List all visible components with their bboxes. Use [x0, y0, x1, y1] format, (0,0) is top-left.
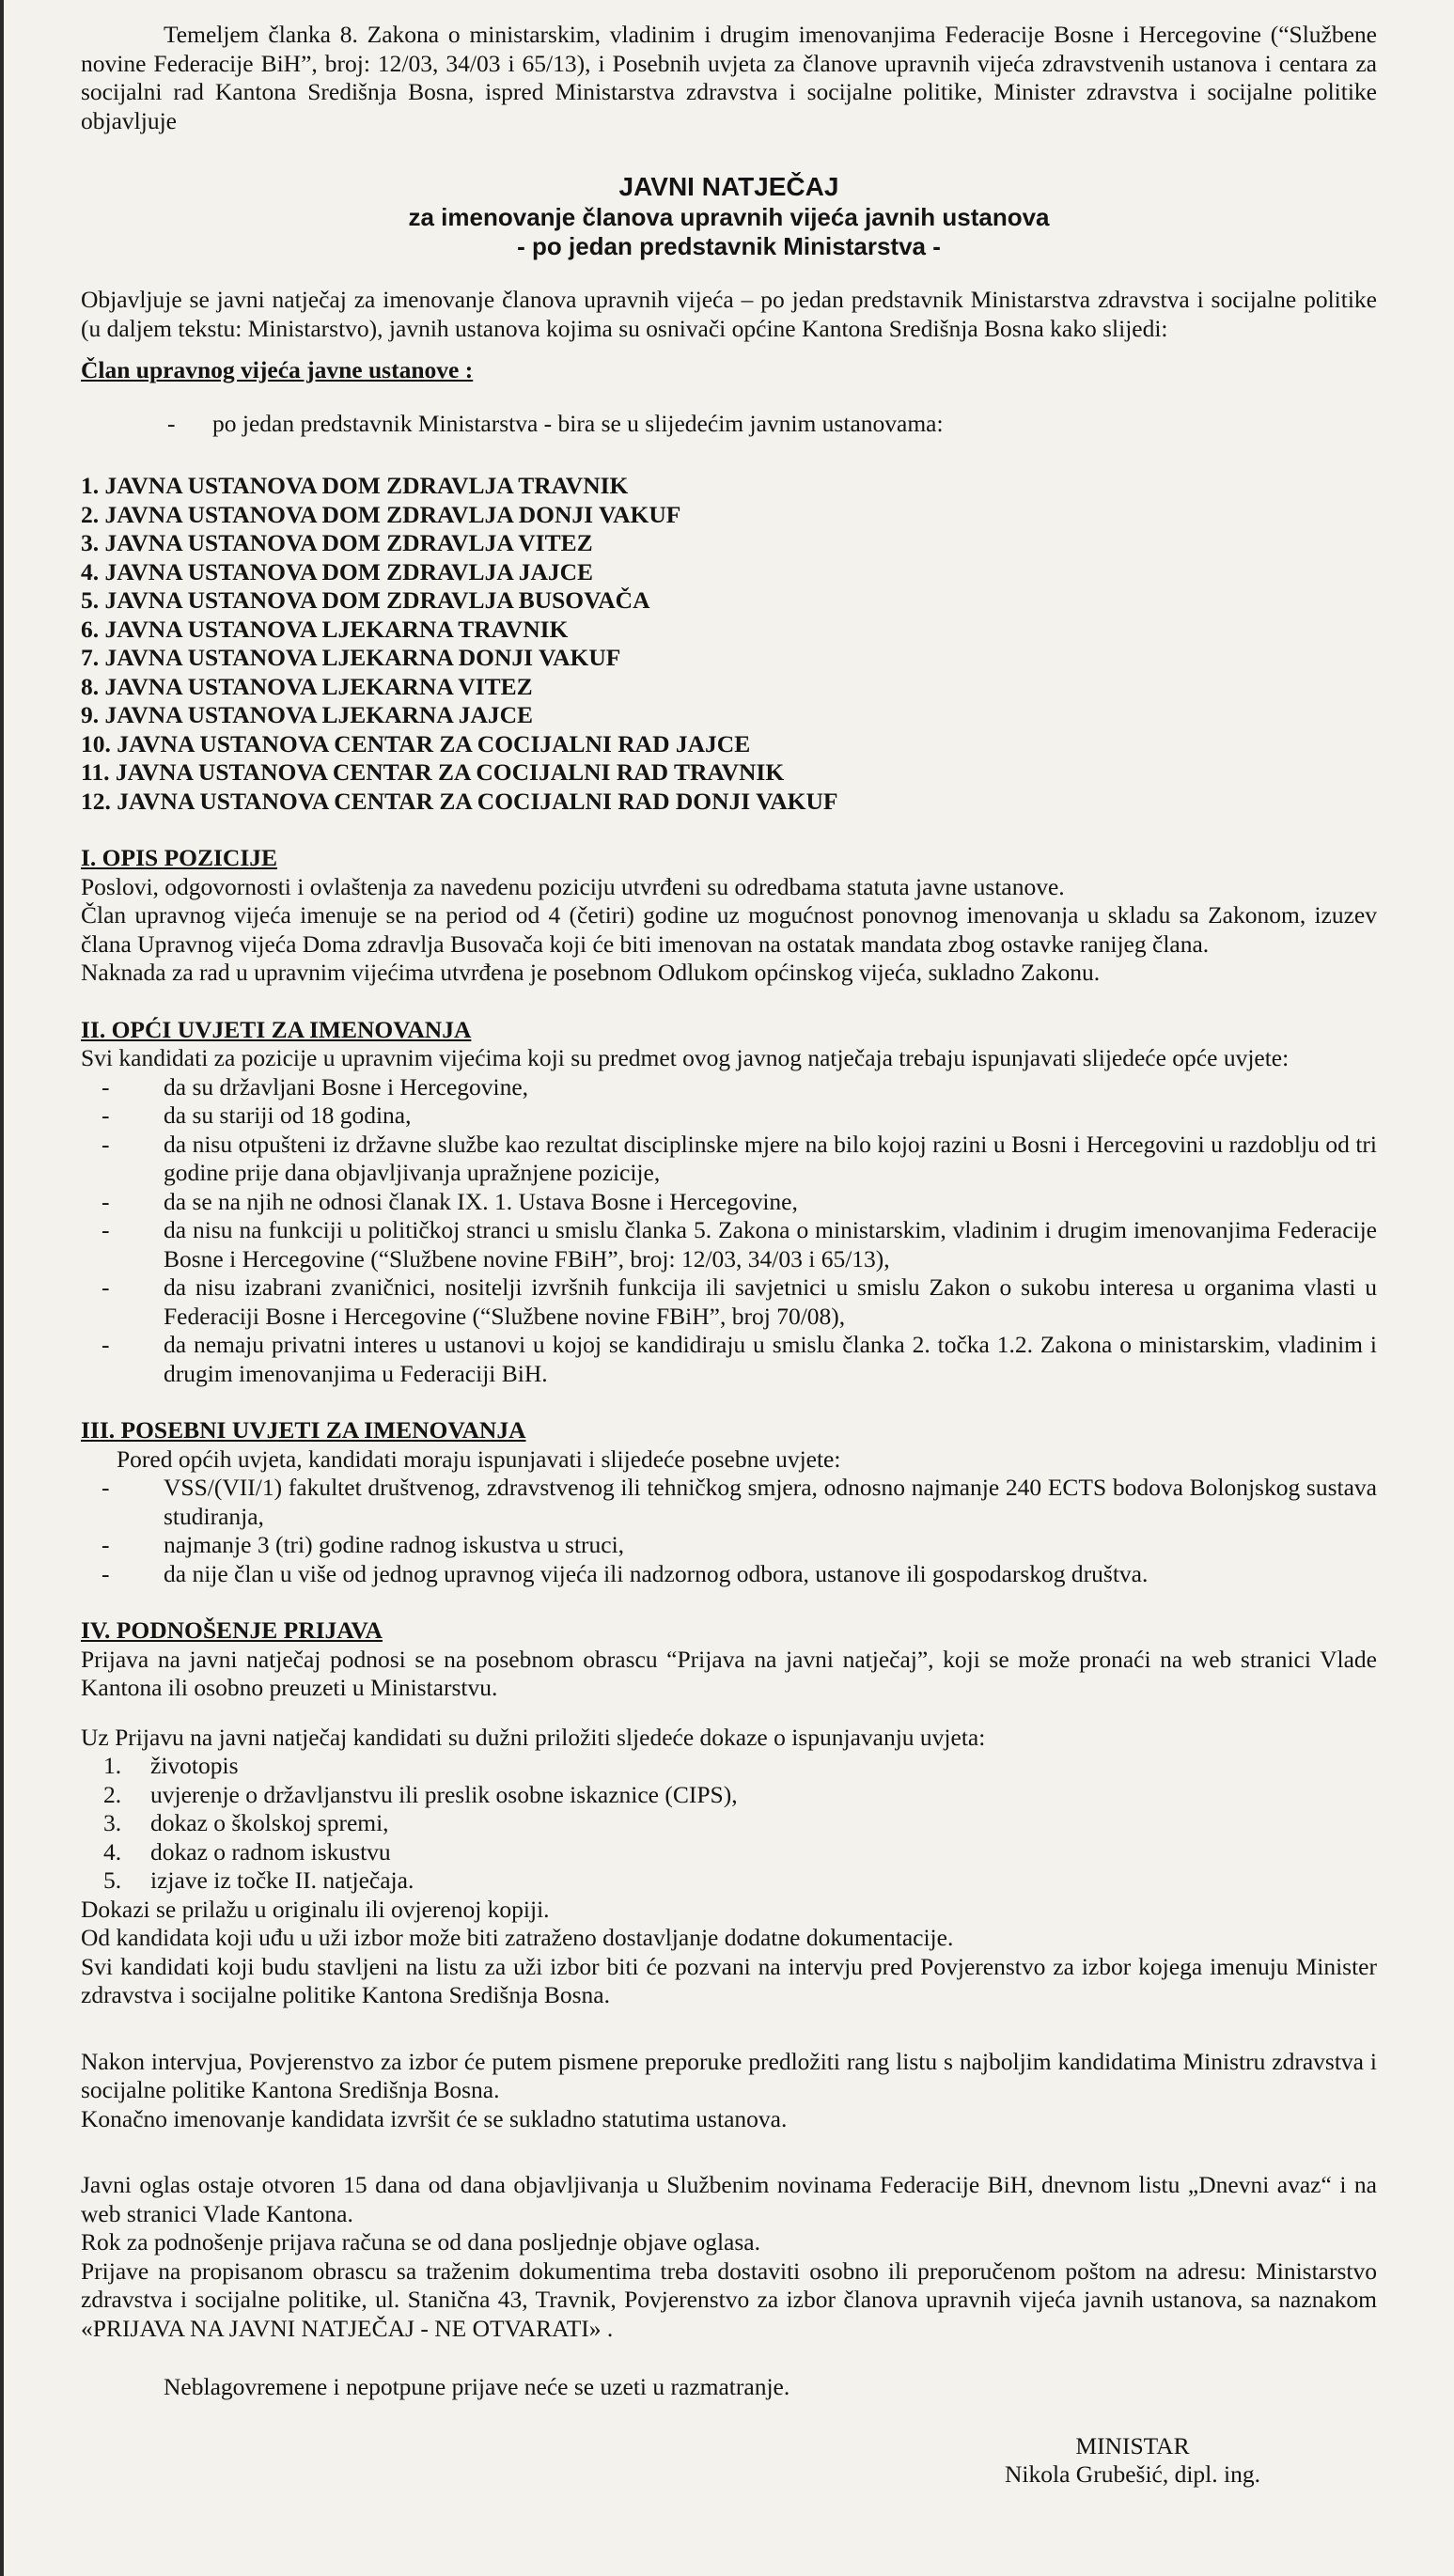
institution-list — [81, 472, 1377, 816]
member-heading: Član upravnog vijeća javne ustanove : — [81, 356, 474, 383]
notice-title: JAVNI NATJEČAJ — [618, 172, 839, 201]
list-item: 4. dokaz o radnom iskustvu — [103, 1837, 391, 1866]
section-1-heading: I. OPIS POZICIJE — [81, 844, 278, 871]
section-4-paragraph: Uz Prijavu na javni natječaj kandidati su dužni priložiti sljedeće dokaze o ispunjavanju uvjeta: — [81, 1723, 986, 1751]
member-line-text: po jedan predstavnik Ministarstva - bira se u slijedećim javnim ustanovama: — [212, 409, 944, 437]
institution-item: 1. JAVNA USTANOVA DOM ZDRAVLJA TRAVNIK — [81, 472, 629, 499]
section-4-paragraph: Svi kandidati koji budu stavljeni na listu za uži izbor biti će pozvani na intervju pred Povjerenstvo za izbor kojega imenuju Minister zdravstva i socijalne politike Kantona Središnja Bosna. — [81, 1952, 1377, 2008]
section-2-heading: II. OPĆI UVJETI ZA IMENOVANJA — [81, 1015, 472, 1043]
required-documents-list — [81, 1752, 1377, 1896]
section-2-intro: Svi kandidati za pozicije u upravnim vijećima koji su predmet ovog javnog natječaja trebaju ispunjavati slijedeće opće uvjete: — [81, 1044, 1290, 1071]
institution-item: 5. JAVNA USTANOVA DOM ZDRAVLJA BUSOVAČA — [81, 586, 650, 614]
notice-subtitle-2: - po jedan predstavnik Ministarstva - — [517, 232, 941, 260]
list-item: 3. dokaz o školskoj spremi, — [103, 1809, 389, 1836]
list-item: - da su stariji od 18 godina, — [102, 1101, 412, 1129]
section-4-paragraph: Javni oglas ostaje otvoren 15 dana od dana objavljivanja u Službenim novinama Federacije BiH, dnevnom listu „Dnevni avaz“ i na web stranici Vlade Kantona. — [81, 2171, 1377, 2227]
list-item: - da se na njih ne odnosi članak IX. 1. Ustava Bosne i Hercegovine, — [102, 1187, 798, 1215]
closing-note: Neblagovremene i nepotpune prijave neće se uzeti u razmatranje. — [164, 2373, 790, 2400]
section-4-paragraph: Prijave na propisanom obrascu sa traženim dokumentima treba dostaviti osobno ili preporučenom poštom na adresu: Ministarstvo zdravstva i socijalne politike, ul. Stanična 43, Travnik, Povjerenstvo za izbor članova upravnih vijeća javnih ustanova, sa naznakom «PRIJAVA NA JAVNI NATJEČAJ - NE OTVARATI» . — [81, 2256, 1377, 2342]
section-4-heading: IV. PODNOŠENJE PRIJAVA — [81, 1616, 383, 1644]
institution-item: 11. JAVNA USTANOVA CENTAR ZA COCIJALNI RAD TRAVNIK — [81, 758, 785, 786]
section-4-paragraph: Prijava na javni natječaj podnosi se na posebnom obrascu “Prijava na javni natječaj”, koji se može pronaći na web stranici Vlade Kantona ili osobno preuzeti u Ministarstvu. — [81, 1645, 1377, 1701]
intro-paragraph: Temeljem članka 8. Zakona o ministarskim, vladinim i drugim imenovanjima Federacije Bosne i Hercegovine (“Službene novine Federacije BiH”, broj: 12/03, 34/03 i 65/13), i Posebnih uvjeta za članove upravnih vijeća zdravstvenih ustanova i centara za socijalni rad Kantona Središnja Bosna, ispred Ministarstva zdravstva i socijalne politike, Minister zdravstva i socijalne politike objavljuje — [81, 21, 1377, 134]
institution-item: 3. JAVNA USTANOVA DOM ZDRAVLJA VITEZ — [81, 529, 593, 556]
general-conditions-list — [81, 1073, 1377, 1389]
signature-name: Nikola Grubešić, dipl. ing. — [1005, 2460, 1260, 2488]
special-conditions-list — [81, 1474, 1377, 1588]
section-4-paragraph: Od kandidata koji uđu u uži izbor može biti zatraženo dostavljanje dodatne dokumentacije. — [81, 1924, 954, 1951]
section-4-paragraph: Dokazi se prilažu u originalu ili ovjerenoj kopiji. — [81, 1895, 550, 1923]
institution-item: 8. JAVNA USTANOVA LJEKARNA VITEZ — [81, 672, 533, 700]
list-item: - da nisu na funkciji u političkoj stranci u smislu članka 5. Zakona o ministarskim, vladinim i drugim imenovanjima Federacije Bosne i Hercegovine (“Službene novine FBiH”, broj: 12/03, 34/03 i 65/13), — [102, 1216, 1377, 1272]
signature-block — [81, 2432, 1377, 2490]
section-3-intro: Pored općih uvjeta, kandidati moraju ispunjavati i slijedeće posebne uvjete: — [117, 1444, 841, 1473]
institution-item: 12. JAVNA USTANOVA CENTAR ZA COCIJALNI RAD DONJI VAKUF — [81, 787, 838, 815]
list-item: 2. uvjerenje o državljanstvu ili preslik osobne iskaznice (CIPS), — [103, 1780, 738, 1808]
section-4-paragraph: Konačno imenovanje kandidata izvršit će se sukladno statutima ustanova. — [81, 2104, 788, 2132]
list-item: 5. izjave iz točke II. natječaja. — [103, 1866, 414, 1894]
notice-title-block — [81, 171, 1377, 261]
institution-item: 7. JAVNA USTANOVA LJEKARNA DONJI VAKUF — [81, 644, 621, 671]
institution-item: 9. JAVNA USTANOVA LJEKARNA JAJCE — [81, 701, 534, 728]
institution-item: 10. JAVNA USTANOVA CENTAR ZA COCIJALNI RAD JAJCE — [81, 729, 751, 757]
section-4-paragraph: Nakon intervjua, Povjerenstvo za izbor će putem pismene preporuke predložiti rang listu s najboljim kandidatima Ministru zdravstva i socijalne politike Kantona Središnja Bosna. — [81, 2047, 1377, 2103]
section-3-heading: III. POSEBNI UVJETI ZA IMENOVANJA — [81, 1416, 526, 1444]
dash-marker: - — [167, 409, 176, 437]
institution-item: 4. JAVNA USTANOVA DOM ZDRAVLJA JAJCE — [81, 557, 594, 585]
list-item: - najmanje 3 (tri) godine radnog iskustva u struci, — [102, 1531, 625, 1558]
list-item: - VSS/(VII/1) fakultet društvenog, zdravstvenog ili tehničkog smjera, odnosno najmanje 240 ECTS bodova Bolonjskog sustava studiranja, — [102, 1474, 1377, 1530]
institution-item: 2. JAVNA USTANOVA DOM ZDRAVLJA DONJI VAKUF — [81, 500, 681, 528]
notice-subtitle: za imenovanje članova upravnih vijeća javnih ustanova — [408, 203, 1050, 231]
member-line — [167, 410, 1377, 439]
list-item: - da nisu izabrani zvaničnici, nositelji izvršnih funkcija ili savjetnici u smislu Zakon o sukobu interesa u organima vlasti u Federaciji Bosne i Hercegovine (“Službene novine FBiH”, broj 70/08), — [102, 1273, 1377, 1330]
list-item: - da nije član u više od jednog upravnog vijeća ili nadzornog odbora, ustanove ili gospodarskog društva. — [102, 1559, 1149, 1587]
institution-item: 6. JAVNA USTANOVA LJEKARNA TRAVNIK — [81, 615, 569, 643]
signature-role: MINISTAR — [1075, 2431, 1190, 2459]
section-4-paragraph: Rok za podnošenje prijava računa se od dana posljednje objave oglasa. — [81, 2228, 760, 2256]
list-item: - da nemaju privatni interes u ustanovi u kojoj se kandidiraju u smislu članka 2. točka 1.2. Zakona o ministarskim, vladinim i drugim imenovanjima u Federaciji BiH. — [102, 1331, 1377, 1387]
section-1-paragraph: Poslovi, odgovornosti i ovlaštenja za navedenu poziciju utvrđeni su odredbama statuta javne ustanove. — [81, 872, 1065, 900]
section-1-paragraph: Naknada za rad u upravnim vijećima utvrđena je posebnom Odlukom općinskog vijeća, sukladno Zakonu. — [81, 959, 1101, 986]
list-item: - da su državljani Bosne i Hercegovine, — [102, 1072, 529, 1101]
list-item: - da nisu otpušteni iz državne službe kao rezultat disciplinske mjere na bilo kojoj razini u Bosni i Hercegovini u razdoblju od tri godine prije dana objavljivanja upražnjene pozicije, — [102, 1130, 1377, 1186]
section-1-paragraph: Član upravnog vijeća imenuje se na period od 4 (četiri) godine uz mogućnost ponovnog imenovanja u skladu sa Zakonom, izuzev člana Upravnog vijeća Doma zdravlja Busovača koji će biti imenovan na ostatak mandata zbog ostavke ranijeg člana. — [81, 901, 1377, 958]
announcement-paragraph: Objavljuje se javni natječaj za imenovanje članova upravnih vijeća – po jedan predstavnik Ministarstva zdravstva i socijalne politike (u daljem tekstu: Ministarstvo), javnih ustanova kojima su osnivači općine Kantona Središnja Bosna kako slijedi: — [81, 286, 1377, 342]
list-item: 1. životopis — [103, 1752, 239, 1779]
